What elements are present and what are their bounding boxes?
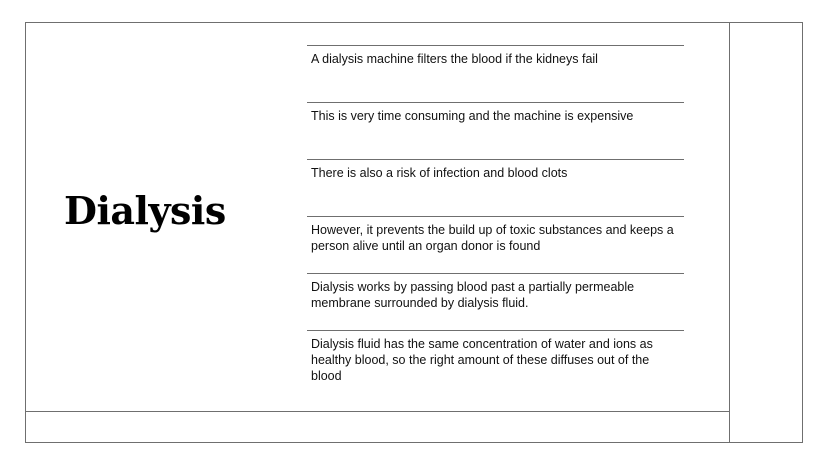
right-divider <box>729 22 730 443</box>
bullet-point-4: However, it prevents the build up of toxic substances and keeps a person alive until an organ donor is found <box>307 216 684 254</box>
bullet-point-5: Dialysis works by passing blood past a partially permeable membrane surrounded by dialysis fluid. <box>307 273 684 311</box>
bullet-point-2: This is very time consuming and the machine is expensive <box>307 102 684 124</box>
bullet-point-1: A dialysis machine filters the blood if the kidneys fail <box>307 45 684 67</box>
slide-title: Dialysis <box>64 188 226 233</box>
bullet-point-3: There is also a risk of infection and blood clots <box>307 159 684 181</box>
bullet-point-6: Dialysis fluid has the same concentration of water and ions as healthy blood, so the right amount of these diffuses out of the blood <box>307 330 684 384</box>
bottom-divider <box>25 411 730 412</box>
